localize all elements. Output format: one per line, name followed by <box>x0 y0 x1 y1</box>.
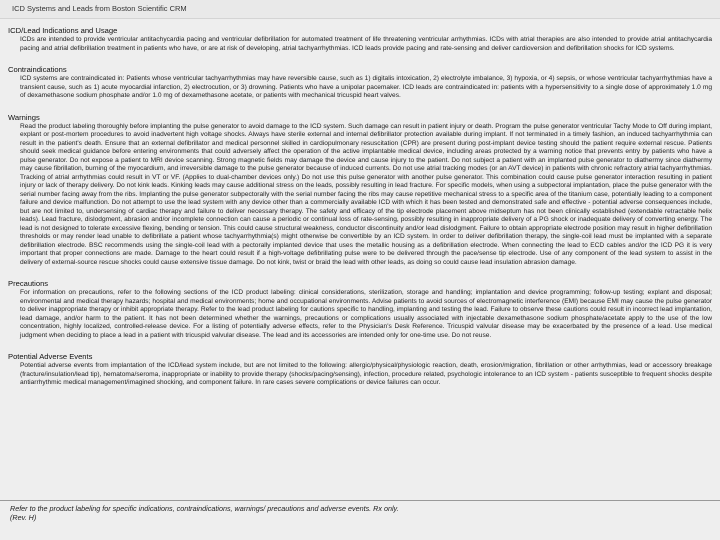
footer-note: Refer to the product labeling for specific indications, contraindications, warnings/ precautions and adverse events. Rx only. <box>10 504 399 513</box>
section-title: ICD/Lead Indications and Usage <box>8 26 118 35</box>
section-body: For information on precautions, refer to the following sections of the ICD product labeling: clinical considerations, sterilization, storage and handling; implantation and device programming; follow-up testing; explant and disposal; environmental and medical therapy hazards; hospital and medical environments; home and occupational environments. Advise patients to avoid sources of electromagnetic interference (EMI) because EMI may cause the pulse generator to deliver inappropriate therapy or inhibit appropriate therapy. Refer to the lead product labeling for cautions specific to handling, implanting and testing the lead. Failure to observe these cautions could result in incorrect lead implantation, lead damage, and/or harm to the patient. It has not been determined whether the warnings, precautions or complications usually associated with injectable dexamethasone sodium phosphate/acetate apply to the use of the low concentration, highly localized, controlled-release device. For a listing of potentially adverse effects, refer to the Physician's Desk Reference. Tricuspid valvular disease may be exacerbated by the presence of a lead. Use medical judgment when deciding to place a lead in a patient with tricuspid valvular disease. The lead and its accessories are intended only for one-time use. Do not reuse. <box>20 289 712 339</box>
page-header <box>0 0 720 19</box>
section-title: Precautions <box>8 279 49 288</box>
section-precautions <box>8 279 712 340</box>
section-body: ICDs are intended to provide ventricular antitachycardia pacing and ventricular defibrillation for automated treatment of life threatening ventricular arrhythmias. ICDs with atrial therapies are also intended to provide atrial antitachycardia pacing and atrial defibrillation treatment in patients who have, or are at risk of developing, atrial tachyarrhythmias. ICD leads provide pacing and rate-sensing and deliver cardioversion and defibrillation shocks for ICD systems. <box>20 36 712 52</box>
page-footer <box>0 500 720 522</box>
header-title: ICD Systems and Leads from Boston Scientific CRM <box>12 4 187 13</box>
section-body: Read the product labeling thoroughly before implanting the pulse generator to avoid damage to the ICD system. Such damage can result in patient injury or death. Program the pulse generator ventricular Tachy Mode to Off during implant, explant or post-mortem procedures to avoid inadvertent high voltage shocks. Always have sterile external and internal defibrillator protection available during implant. If not terminated in a timely fashion, an induced tachyarrhythmia can result in the patient's death. Ensure that an external defibrillator and medical personnel skilled in cardiopulmonary resuscitation (CPR) are present during post-implant device testing should the patient require external rescue. Patients should seek medical guidance before entering environments that could adversely affect the operation of the active implantable medical device, including areas protected by a warning notice that prevents entry by patients who have a pulse generator. Do not expose a patient to MRI device scanning. Strong magnetic fields may damage the device and cause injury to the patient. Do not subject a patient with an implanted pulse generator to diathermy since diathermy may cause fibrillation, burning of the myocardium, and irreversible damage to the pulse generator because of induced currents. Do not use atrial tracking modes (or an AVT device) in patients with chronic refractory atrial tachyarrhythmias. Tracking of atrial arrhythmias could result in VT or VF. (Applies to dual-chamber devices only.) Do not use this pulse generator with another pulse generator. This combination could cause pulse generator interaction resulting in patient injury or lack of therapy delivery. Do not kink leads. Kinking leads may cause additional stress on the leads, possibly resulting in lead fracture. For specific models, when using a subpectoral implantation, place the pulse generator with the serial number facing away from the ribs. Implanting the pulse generator subpectorally with the serial number facing the ribs may cause repetitive mechanical stress to a specific area of the titanium case, potentially leading to a component failure and device malfunction. Do not attempt to use the lead system with any device other than a commercially available ICD with which it has been tested and demonstrated safe and effective - potential adverse consequences include, but are not limited to, undersensing of cardiac therapy and failure to deliver necessary therapy. The safety and efficacy of the tip electrode placement above midseptum has not been clinically established (extendable retractable helix leads). Lead fracture, dislodgment, abrasion and/or incomplete connection can cause a periodic or continual loss of rate-sensing, possibly resulting in inappropriate delivery of a PG shock or inadequate delivery of converting energy. The lead is not designed to tolerate excessive flexing, bending or tension. This could cause structural weakness, conductor discontinuity and/or lead dislodgment. Failure to obtain appropriate electrode position may result in higher defibrillation thresholds or may render lead unable to defibrillate a patient whose tachyarrhythmia(s) might otherwise be convertible by an ICD system. In order to deliver defibrillation therapy, the single-coil lead must be implanted with a separate defibrillation electrode. BSC recommends using the single-coil lead with a pectorally implanted device that uses the metallic housing as a defibrillation electrode. When connecting the lead to ECD cables and/or the ICD PG it is very important that proper connections are made. Damage to the heart could result if a high-voltage defibrillating pulse were to be delivered through the pace/sense tip electrode. Use of any component of the lead system to assist in the delivery of external-source rescue shocks could cause extensive tissue damage. Do not kink, twist or braid the lead with other leads, as doing so could cause lead insulation abrasion damage. <box>20 122 712 266</box>
section-warnings <box>8 113 712 268</box>
section-adverse-events <box>8 352 712 388</box>
footer-revision: (Rev. H) <box>10 513 37 522</box>
section-body: Potential adverse events from implantation of the ICD/lead system include, but are not limited to the following: allergic/physical/physiologic reaction, death, erosion/migration, fibrillation or other arrhythmias, lead or accessory breakage (fracture/insulation/lead tip), hematoma/seroma, inappropriate or inability to provide therapy (shocks/pacing/sensing), infection, procedure related, psychologic intolerance to an ICD system - patients susceptible to frequent shocks despite antiarrhythmic medical management/imagined shocking, and component failure. In rare cases severe complications or device failures can occur. <box>20 362 712 386</box>
section-title: Potential Adverse Events <box>8 352 93 361</box>
section-contraindications <box>8 65 712 101</box>
section-title: Warnings <box>8 112 40 122</box>
document-content <box>0 19 720 388</box>
section-title: Contraindications <box>8 65 67 74</box>
section-indications <box>8 26 712 53</box>
section-body: ICD systems are contraindicated in: Patients whose ventricular tachyarrhythmias may have reversible cause, such as 1) digitalis intoxication, 2) electrolyte imbalance, 3) hypoxia, or 4) sepsis, or whose ventricular tachyarrhythmias have a transient cause, such as 1) acute myocardial infarction, 2) electrocution, or 3) drowning. Patients who have a unipolar pacemaker. ICD leads are contraindicated in: patients with a hypersensitivity to a single dose of approximately 1.0 mg of dexamethasone sodium phosphate and/or 1.0 mg of dexamethasone acetate, or patients with mechanical tricuspid heart valves. <box>20 75 712 99</box>
